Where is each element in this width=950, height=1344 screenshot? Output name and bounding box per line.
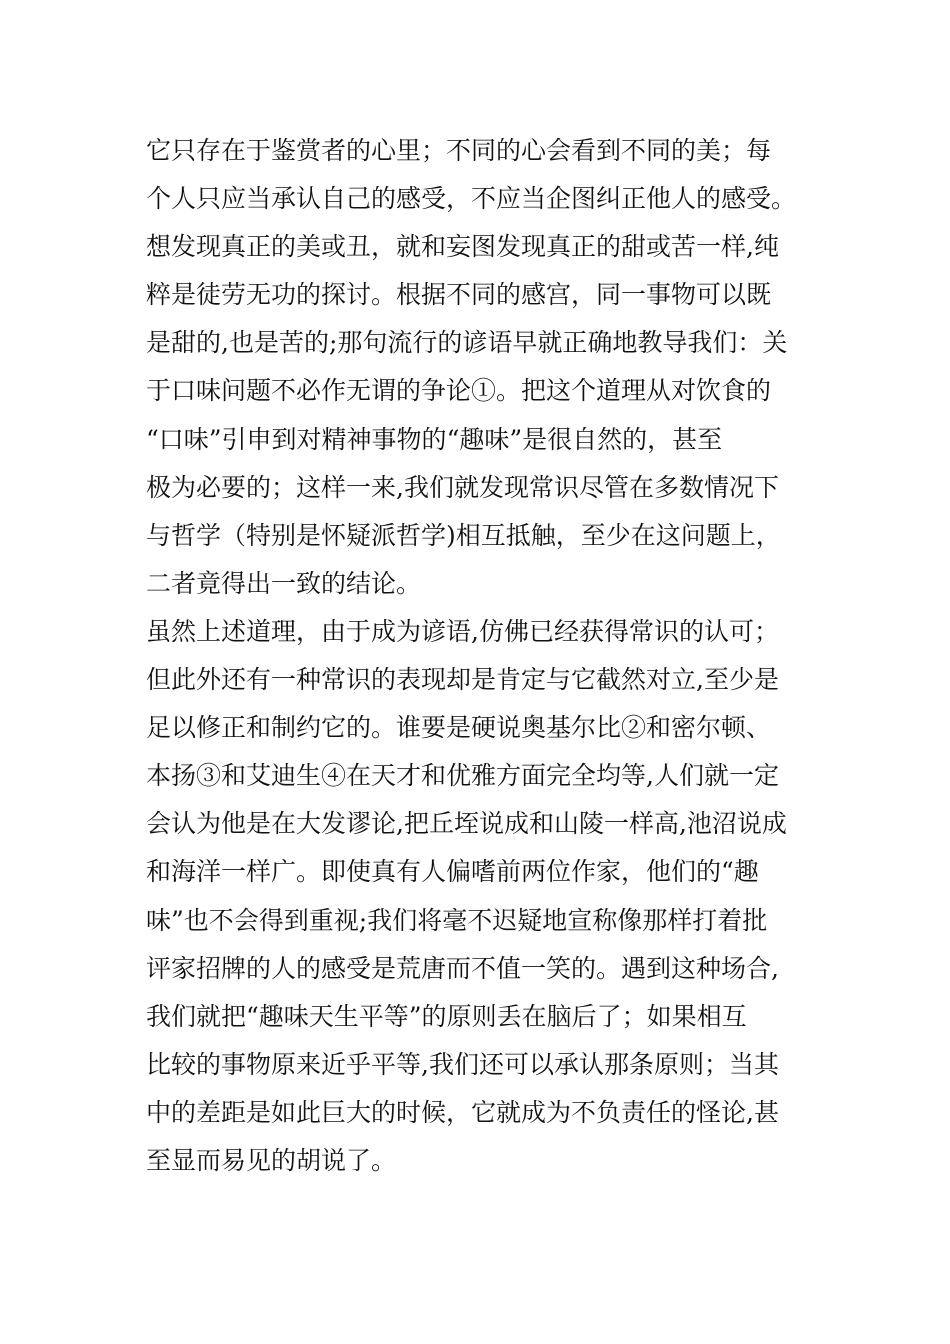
text-line: 个人只应当承认自己的感受，不应当企图纠正他人的感受。 — [146, 184, 797, 214]
text-line: 会认为他是在大发谬论,把丘垤说成和山陵一样高,池沼说成 — [146, 809, 787, 839]
paragraph-1 — [146, 127, 806, 608]
text-line: 想发现真正的美或丑，就和妄图发现真正的甜或苦一样,纯 — [146, 232, 779, 262]
text-line: 我们就把“趣味天生平等”的原则丢在脑后了；如果相互 — [146, 1001, 747, 1031]
text-line: 与哲学（特别是怀疑派哲学)相互抵触，至少在这问题上， — [146, 520, 781, 550]
text-line: 比较的事物原来近乎平等,我们还可以承认那条原则；当其 — [146, 1049, 779, 1079]
paragraph-2 — [146, 608, 806, 1185]
text-line: 和海洋一样广。即使真有人偏嗜前两位作家，他们的“趣 — [146, 857, 759, 887]
text-line: 二者竟得出一致的结论。 — [146, 568, 422, 598]
text-line: 评家招牌的人的感受是荒唐而不值一笑的。遇到这种场合, — [146, 953, 779, 983]
text-line: 虽然上述道理，由于成为谚语,仿佛已经获得常识的认可； — [146, 616, 779, 646]
text-line: “口味”引申到对精神事物的“趣味”是很自然的，甚至 — [146, 424, 723, 454]
text-line: 但此外还有一种常识的表现却是肯定与它截然对立,至少是 — [146, 665, 779, 695]
body-text — [146, 127, 806, 1185]
text-line: 足以修正和制约它的。谁要是硬说奥基尔比②和密尔顿、 — [146, 713, 772, 743]
text-line: 是甜的,也是苦的;那句流行的谚语早就正确地教导我们：关 — [146, 328, 788, 358]
text-line: 极为必要的；这样一来,我们就发现常识尽管在多数情况下 — [146, 472, 779, 502]
text-line: 中的差距是如此巨大的时候，它就成为不负责任的怪论,甚 — [146, 1097, 779, 1127]
text-line: 它只存在于鉴赏者的心里；不同的心会看到不同的美；每 — [146, 136, 772, 165]
text-line: 本扬③和艾迪生④在天才和优雅方面完全均等,人们就一定 — [146, 761, 779, 791]
text-line: 于口味问题不必作无谓的争论①。把这个道理从对饮食的 — [146, 376, 772, 406]
text-line: 粹是徒劳无功的探讨。根据不同的感宫，同一事物可以既 — [146, 280, 772, 310]
text-line: 至显而易见的胡说了。 — [146, 1145, 397, 1175]
text-line: 味”也不会得到重视;我们将毫不迟疑地宣称像那样打着批 — [146, 905, 768, 935]
